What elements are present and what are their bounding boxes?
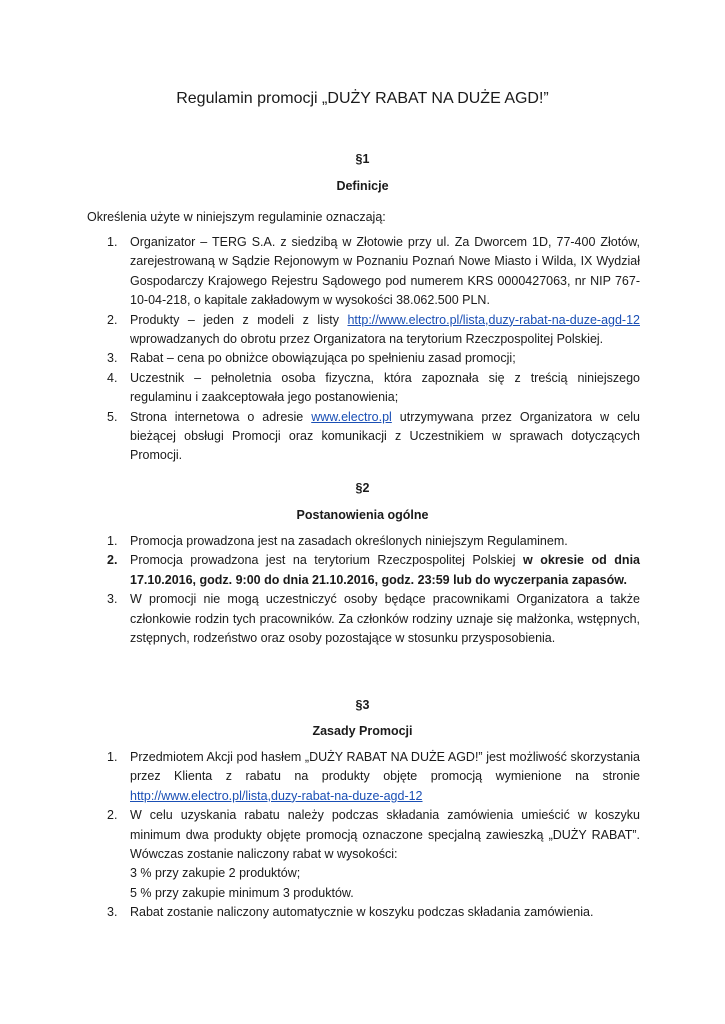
item-number: 2. (107, 553, 118, 568)
list-item (87, 551, 640, 590)
list-item (87, 408, 640, 466)
item-number: 1. (107, 750, 118, 764)
definition-strona-post: utrzymywana przez Organizatora w celu bieżącej obsługi Promocji oraz komunikacji z Uczestnikiem w sprawach dotyczących Promocji. (130, 409, 640, 463)
website-link[interactable]: www.electro.pl (311, 409, 392, 424)
definition-strona-pre: Strona internetowa o adresie (130, 409, 312, 424)
general-rule-3: W promocji nie mogą uczestniczyć osoby będące pracownikami Organizatora a także członkowie rodzin tych pracowników. Za członków rodziny uznaje się małżonka, wstępnych, zstępnych, rodzeństwo oraz osoby pozostające w stosunku przysposobienia. (130, 592, 640, 646)
section-2-number: §2 (355, 481, 370, 495)
item-number: 2. (107, 312, 118, 327)
definition-rabat: Rabat – cena po obniżce obowiązująca po spełnieniu zasad promocji; (130, 351, 516, 366)
item-number: 5. (107, 409, 118, 424)
item-number: 1. (107, 235, 118, 249)
definition-organizator: Organizator – TERG S.A. z siedzibą w Złotowie przy ul. Za Dworcem 1D, 77-400 Złotów, zarejestrowaną w Sądzie Rejonowym w Poznaniu Poznań Nowe Miasto i Wilda, IX Wydział Gospodarczy Krajowego Rejestru Sądowego pod numerem KRS 0000427063, nr NIP 767-10-04-218, o kapitale zakładowym w wysokości 38.062.500 PLN. (130, 235, 640, 308)
section-1-list (87, 233, 640, 466)
list-item (87, 369, 640, 408)
definition-uczestnik: Uczestnik – pełnoletnia osoba fizyczna, która zapoznała się z treścią niniejszego regulaminu i zaakceptowała jego postanowienia; (130, 370, 640, 405)
section-2-list (87, 532, 640, 648)
general-rule-1: Promocja prowadzona jest na zasadach określonych niniejszym Regulaminem. (130, 534, 568, 548)
item-number: 3. (107, 592, 118, 607)
document-title: Regulamin promocji „DUŻY RABAT NA DUŻE AGD!” (176, 90, 549, 107)
promotion-rule-2: W celu uzyskania rabatu należy podczas składania zamówienia umieścić w koszyku minimum dwa produkty objęte promocją oznaczone specjalną zawieszką „DUŻY RABAT”. Wówczas zostanie naliczony rabat w wysokości: (130, 808, 640, 862)
discount-tier-2-products: 3 % przy zakupie 2 produktów; (130, 866, 301, 881)
promotion-rule-3: Rabat zostanie naliczony automatycznie w koszyku podczas składania zamówienia. (130, 905, 594, 920)
section-1-heading: Definicje (336, 179, 389, 193)
list-item (87, 233, 640, 311)
definition-produkty-post: wprowadzanych do obrotu przez Organizatora na terytorium Rzeczpospolitej Polskiej. (130, 332, 604, 347)
list-item (87, 748, 640, 806)
definition-produkty-pre: Produkty – jeden z modeli z listy (130, 312, 348, 327)
item-number: 1. (107, 534, 118, 548)
promotion-period: w okresie od dnia 17.10.2016, godz. 9:00 do dnia 21.10.2016, godz. 23:59 lub do wyczerpania zapasów. (130, 553, 640, 587)
discount-tier-3-products: 5 % przy zakupie minimum 3 produktów. (130, 885, 354, 900)
item-number: 3. (107, 905, 118, 920)
products-list-link[interactable]: http://www.electro.pl/lista,duzy-rabat-na-duze-agd-12 (347, 312, 640, 327)
section-1-intro: Określenia użyte w niniejszym regulaminie oznaczają: (87, 210, 386, 224)
item-number: 4. (107, 370, 118, 385)
list-item (87, 532, 640, 551)
products-list-link[interactable]: http://www.electro.pl/lista,duzy-rabat-na-duze-agd-12 (130, 788, 423, 803)
list-item (87, 806, 640, 903)
list-item (87, 590, 640, 648)
section-1-number: §1 (355, 152, 370, 166)
item-number: 3. (107, 351, 118, 366)
promotion-rule-1-pre: Przedmiotem Akcji pod hasłem „DUŻY RABAT NA DUŻE AGD!” jest możliwość skorzystania przez Klienta z rabatu na produkty objęte promocją wymienione na stronie (130, 750, 640, 784)
item-number: 2. (107, 808, 118, 823)
section-3-list (87, 748, 640, 923)
list-item (87, 311, 640, 350)
section-3-number: §3 (355, 698, 370, 712)
section-2-heading: Postanowienia ogólne (296, 508, 429, 522)
general-rule-2-pre: Promocja prowadzona jest na terytorium Rzeczpospolitej Polskiej (130, 553, 523, 568)
list-item (87, 903, 640, 922)
list-item (87, 349, 640, 368)
section-3-heading: Zasady Promocji (312, 724, 413, 738)
